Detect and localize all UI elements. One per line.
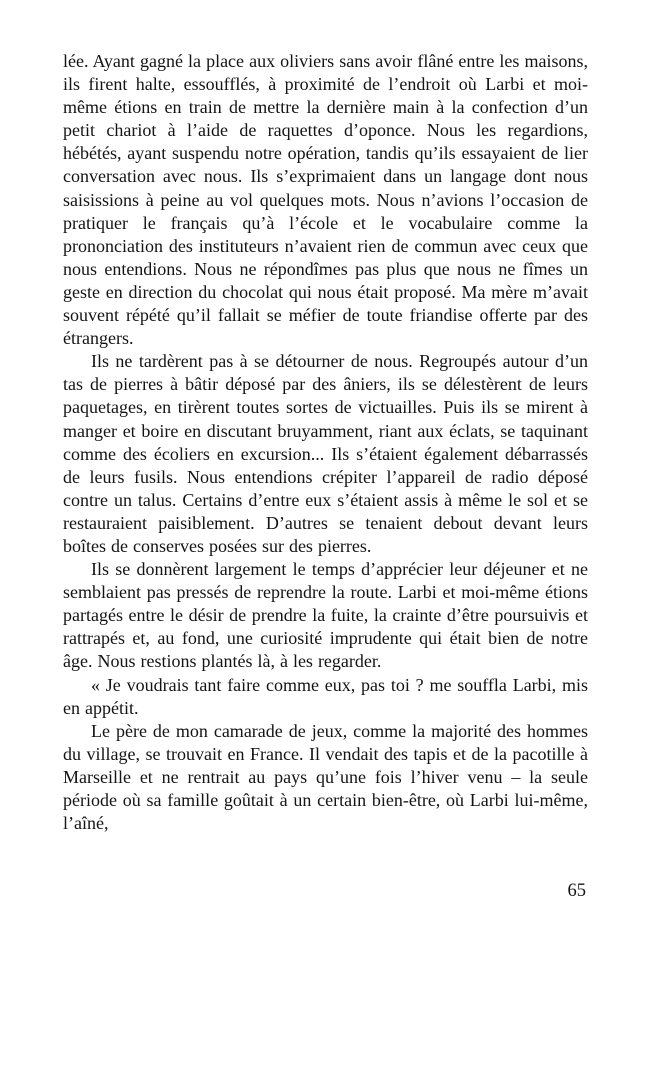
paragraph-continuation: lée. Ayant gagné la place aux oliviers sans avoir flâné entre les maisons, ils firent halte, essoufflés, à proximité de l’endroit où Larbi et moi-même étions en train de mettre la dernière main à la confection d’un petit chariot à l’aide de raquettes d’oponce. Nous les regardions, hébétés, ayant suspendu notre opération, tandis qu’ils essayaient de lier conversation avec nous. Ils s’exprimaient dans un langage dont nous saisissions à peine au vol quelques mots. Nous n’avions l’occasion de pratiquer le français qu’à l’école et le vocabulaire comme la prononciation des instituteurs n’avaient rien de commun avec ceux que nous entendions. Nous ne répondîmes pas plus que nous ne fîmes un geste en direction du chocolat qui nous était proposé. Ma mère m’avait souvent répété qu’il fallait se méfier de toute friandise offerte par des étrangers. bbox=[63, 51, 588, 349]
paragraph-dialogue: « Je voudrais tant faire comme eux, pas toi ? me souffla Larbi, mis en appétit. bbox=[63, 674, 588, 718]
paragraph: Le père de mon camarade de jeux, comme la majorité des hommes du village, se trouvait en France. Il vendait des tapis et de la pacotille à Marseille et ne rentrait au pays qu’une fois l’hiver venu – la seule période où sa famille goûtait à un certain bien-être, où Larbi lui-même, l’aîné, bbox=[63, 720, 588, 834]
paragraph: Ils se donnèrent largement le temps d’apprécier leur déjeuner et ne semblaient pas pressés de reprendre la route. Larbi et moi-même étions partagés entre le désir de prendre la fuite, la crainte d’être poursuivis et rattrapés et, au fond, une curiosité imprudente qui était bien de notre âge. Nous restions plantés là, à les regarder. bbox=[63, 559, 588, 672]
paragraph: Ils ne tardèrent pas à se détourner de nous. Regroupés autour d’un tas de pierres à bâtir déposé par des âniers, ils se délestèrent de leurs paquetages, en tirèrent toutes sortes de victuailles. Puis ils se mirent à manger et boire en discutant bruyamment, riant aux éclats, se taquinant comme des écoliers en excursion... Ils s’étaient également débarrassés de leurs fusils. Nous entendions crépiter l’appareil de radio déposé contre un talus. Certains d’entre eux s’étaient assis à même le sol et se restauraient paisiblement. D’autres se tenaient debout devant leurs boîtes de conserves posées sur des pierres. bbox=[63, 351, 588, 556]
page-text bbox=[63, 50, 588, 835]
page-number: 65 bbox=[567, 881, 586, 902]
